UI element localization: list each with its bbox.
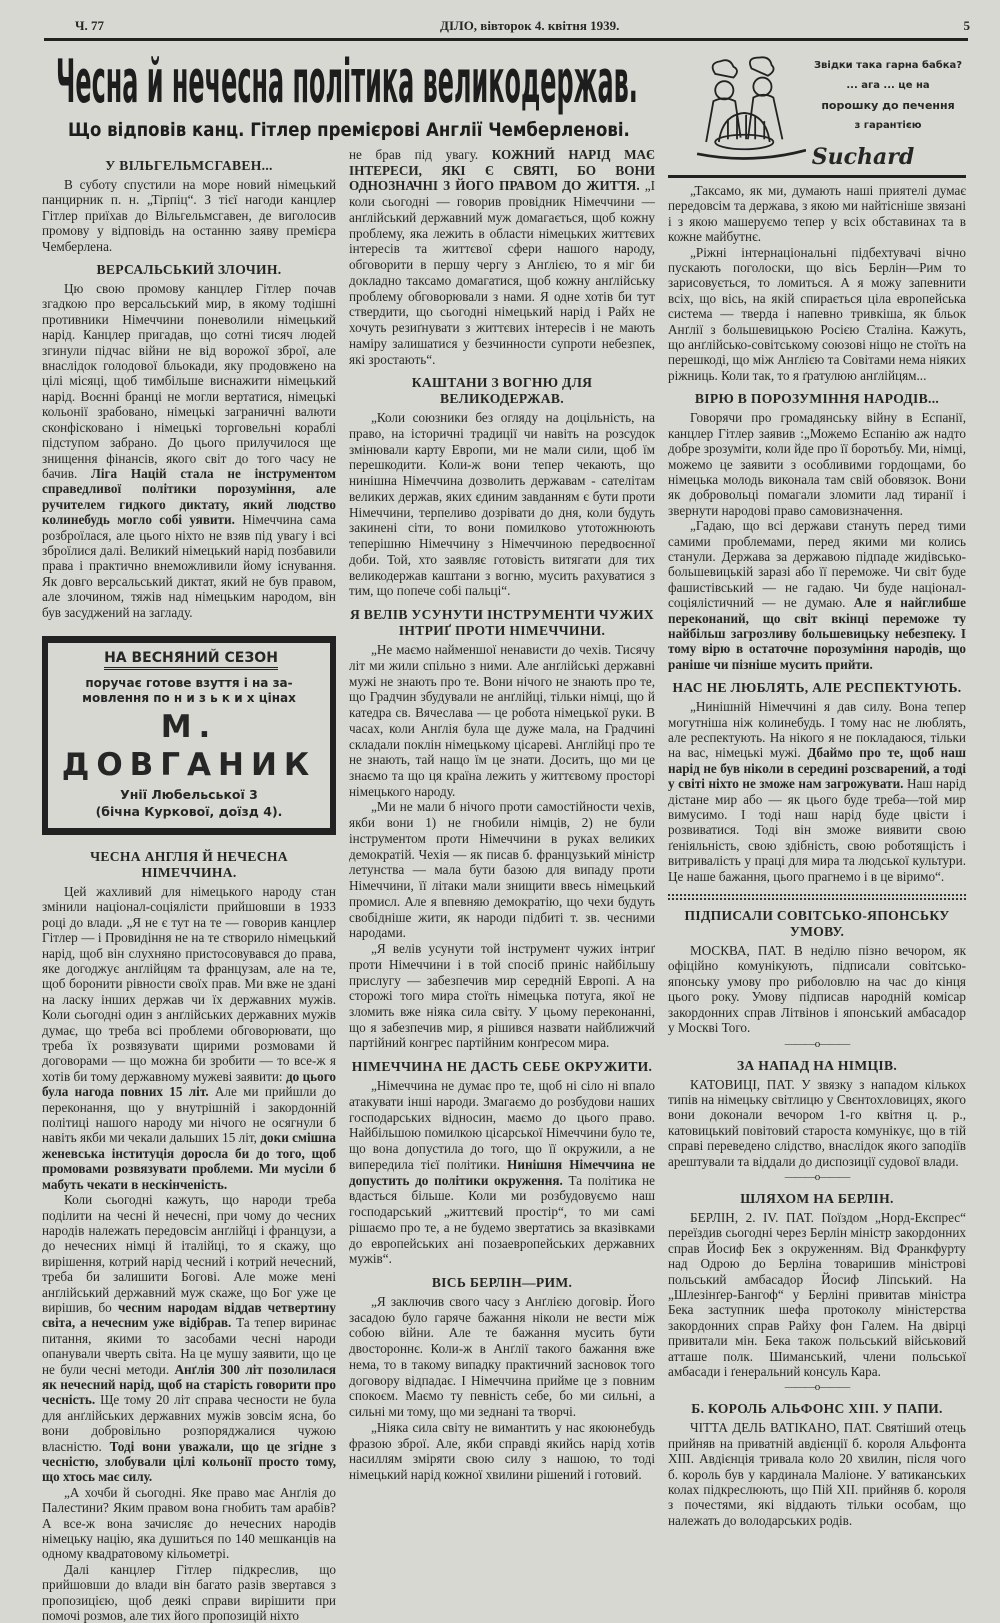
article-paragraph [668, 518, 966, 672]
article-paragraph [668, 1420, 966, 1528]
article-paragraph [349, 1294, 655, 1420]
dovhanyk-shoe-advertisement [42, 636, 336, 835]
article-paragraph [349, 410, 655, 599]
paragraph-text: „Ніяка сила світу не вимантить у нас якоюнебудь фразою зброї. Але, якби справді якийсь нарід хотів насиллям зміряти свою силу з нашою, то тоді німецький нарід кожної хвилини рішений і готовий. [349, 1419, 655, 1483]
emphasized-text: Дбаймо про те, щоб наш нарід не був ніколи в середині розсварений, а тоді у світі ніхто не зможе нам загрожувати. [668, 745, 966, 792]
emphasized-text: Але я найглибше переконаний, що світ вкінці переможе ту найбільш загрозливу большевицьку небезпеку. І тому вірю в остаточне порозуміння народів, що раніше чи пізніше мусить прийти. [668, 595, 966, 672]
section-heading: КАШТАНИ З ВОГНЮ ДЛЯ ВЕЛИКОДЕРЖАВ. [411, 375, 593, 407]
section-heading: Я ВЕЛІВ УСУНУТИ ІНСТРУМЕНТИ ЧУЖИХ ІНТРИҐ ПРОТИ НІМЕЧЧИНИ. [349, 607, 655, 639]
paragraph-text: „Таксамо, як ми, думають наші приятелі думає передовсім та держава, з якою ми найтісніше звязані і з якою машеруємо тепер у всіх обставинах та в кожне майбутнє. [668, 183, 966, 245]
slogan-line: з гарантією [854, 120, 922, 131]
ornamental-divider [668, 894, 966, 900]
paragraph-text: Німеччина сама розброїлася, але цього ніхто не взяв під увагу і всі зброїлися далі. Великий німецький нарід позбавили права і практично внеможливили йому існування. Як довго версальський диктат, який не був правом, але злочином, тяжів над німецьким народом, він був засуджений на загладу. [42, 512, 336, 620]
article-paragraph [42, 1485, 336, 1562]
emphasized-text: Тоді вони уважали, що це згідне з чесністю, злобували цілі кольонії просто тому, що хтось має силу. [42, 1438, 336, 1485]
emphasized-text: чесним народам віддав четвертину світа, а нечесним уже відібрав. [42, 1299, 336, 1331]
paragraph-text: „Не маємо найменшої ненависти до чехів. Тисячу літ ми жили спільно з ними. Але анґлійські державні мужі не знають про те. Вони нічого не знають про те, що Градчин збудували не анґлійці, тільки німці, що й катедра св. Вячеслава — це робота німецької руки. В часах, коли Анґлія була ще дуже мала, на Градчині складали поклін німецькому цісареві. Анґлійці про те не знають, тай нащо їм це знати. Досить, що ми це знаємо та що ця країна лежить у життєвому просторі німецького народу. [349, 642, 655, 799]
paragraph-text: „Гадаю, що всі держави стануть перед тими самими проблемами, перед якими ми колись станули. Держава за державою підпаде жидівсько-большевицькій заразі або її переможе. Чи світ буде фашистівський — не гадаю. Чи буде націонал-соціялістичний — не думаю. [668, 518, 966, 611]
emphasized-text: до цього була нагода повних 15 літ. [42, 1068, 336, 1100]
slogan-line: ... ага ... це на [846, 80, 930, 91]
paragraph-text: „Я заключив свого часу з Анґлією договір. Його засадою було гаряче бажання ніколи не вести між собою війни. Але те бажання мусить бути двостороннє. Коли-ж в Анґлії такого бажання вже нема, то в такому випадку практичний засновок того договору відпадає. І Німеччина прийме це з повним спокоєм. Маємо ту певність себе, бо ми сильні, а сильні ми тому, що ми зеднані та творчі. [349, 1294, 655, 1420]
paragraph-text: Говорячи про громадянську війну в Еспанії, канцлер Гітлер заявив :„Можемо Еспанію аж надто добре зрозуміти, коли йде про її боротьбу. Ми, німці, можемо це заявити з особливими гордощами, бо німецька молодь виконала там свій обовязок. Вони як добровольці помагали зломити лад тиранії і звернути народові право самовизначення. [668, 410, 966, 518]
paragraph-text: „Німеччина не думає про те, щоб ні сіло ні впало атакувати інші народи. Змагаємо до розбудови наших господарських відносин, маємо до цього право. Найбільшою помилкою цісарської Німеччини було те, що вона допустила до того, що її окружили, а не випередила тієї політики. [349, 1078, 655, 1172]
paragraph-text: Далі канцлер Гітлер підкреслив, що прийшовши до влади він багато разів звертався з пропозицією, щоб деякі справи вирішити при помочі розмов, але тих його пропозицій ніхто [42, 1561, 336, 1623]
article-paragraph [349, 147, 655, 367]
article-paragraph [42, 1562, 336, 1623]
paragraph-text: БЕРЛІН, 2. IV. ПАТ. Поїздом „Норд-Експрес“ переїздив сьогодні через Берлін міністр закордонних справ Йосиф Бек з окруженням. Від Франкфурту над Одрою до Берліна товаришив міністрові польський амбасадор Йосиф Ліпський. На „Шлезінґер-Бангоф“ у Берліні привитав міністра Бека заступник шефа протоколу міністерства закордонних справ Райху фон Галем. На двірці привитали мін. Бека також польський військовий атташе полк. Шиманський, члени польської амбасади і ґенеральний консуль Кара. [668, 1209, 966, 1379]
paragraph-text: „Коли союзники без огляду на доцільність, на право, на історичні традиції чи навіть на розсудок змінювали карту Европи, ми не мали сили, щоб їм перешкодити. Коли-ж вони тепер чекають, що нинішна Німеччина дозволить державам - сателітам великих держав, яких єдиним завданням є бути проти Німеччини, терпеливо дозрівати до дня, коли будуть закинені сіти, то вони помилково утотожнюють теперішню Німеччину з Німеччиною передвоєнної доби. Той, хто заявляє готовість витягати для тих великодержав каштани з вогню, мусить рахуватися з тим, що попече собі пальці“. [349, 410, 655, 599]
suchard-advertisement [688, 50, 968, 178]
ad-name: М. ДОВГАНИК [61, 708, 317, 783]
paragraph-text: Але ми прийшли до переконання, що у внутрішній і закордонній політиці нашого народу ми нічого не осягнули б навіть якби ми чекали дальших 15 літ, [42, 1084, 336, 1146]
paragraph-text: Та політика не вдасться більше. Коли ми розбудовуємо наш господарський „життєвий простір“, то ми самі рішаємо про те, а не будемо звертатись за вказівками до европейських ані позаевропейських державних мужів“. [349, 1172, 655, 1267]
article-paragraph [42, 177, 336, 254]
header-rule [44, 38, 968, 41]
article-paragraph [668, 1210, 966, 1379]
paragraph-text: „А хочби й сьогодні. Яке право має Анґлія до Палестини? Яким правом вона гнобить там арабів? А все-ж вона зачисляє до нечесних народів німецьку націю, яка душиться по 140 мешканців на одному квадратовому кільометрі. [42, 1484, 336, 1562]
section-heading: НАС НЕ ЛЮБЛЯТЬ, АЛЕ РЕСПЕКТУЮТЬ. [672, 680, 962, 696]
paragraph-text: МОСКВА, ПАТ. В неділю пізно вечором, як офіційно комунікують, підписали совітсько-японську умову про риболовлю на час до кінця цього року. Умову підписав народній комісар закордонних справ Літвінов і японський амбасадор у Москві Того. [668, 943, 966, 1036]
article-paragraph [349, 1420, 655, 1483]
slogan-line: порошку до печення [821, 99, 955, 112]
paragraph-text: не брав під увагу. [349, 147, 492, 162]
paragraph-text: Наш нарід дістане мир або — як цього буде треба—той мир вимусимо. І тоді наш нарід буде цвісти і розвиватися. Тоді він зможе виявити свою ґеніяльність, свою здібність, свою роботящість і витривалість у праці для мира та людської культури. Це наше бажання, цього прагнемо і в це віримо“. [668, 776, 966, 884]
ad-rule [668, 175, 966, 178]
paragraph-text: „Ріжні інтернаціональні підбехтувачі вічно пускають поголоски, що вісь Берлін—Рим то зарисовується, то ломиться. А я можу запевнити всіх, що вісь, на якій спирається ціла европейська система — тверда і напевно тривкіша, як бльок Анґлії з большевицькою Росією Сталіна. Кажуть, що анґлійсько-совітському союзові ніщо не стоїть на перешкоді, що між Анґлією та Совітами нема ніяких ріжниць. Коли так, то я ґратулюю анґлійцям... [668, 244, 966, 383]
paragraph-text: Та тепер виринає питання, якими то засобами чесні народи опанували чверть світа. На це мушу заявити, що це не були чесні методи. [42, 1315, 336, 1377]
ad-offer2: мовлення по н и з ь к и х цінах [82, 690, 296, 705]
paragraph-text: В суботу спустили на море новий німецький панцирник п. н. „Тірпіц“. З тієї нагоди канцлер Гітлер приїхав до Вільгельмсгавен, де виголосив промову у відповідь на останню заяву премієра Чемберлена. [42, 177, 336, 254]
section-divider: ———o——— [784, 1037, 850, 1050]
suchard-slogan [808, 56, 968, 136]
ad-offer1: поручає готове взуття і на за- [85, 675, 293, 690]
subtitle: Що відповів канц. Гітлер премієрові Англії Чемберленові. [68, 119, 630, 141]
headline: Чесна й нечесна політика великодержав. [56, 47, 638, 117]
section-heading: ЗА НАПАД НА НІМЦІВ. [736, 1057, 898, 1073]
issue-number: Ч. 77 [75, 18, 105, 33]
article-paragraph [668, 699, 966, 884]
paragraph-text: Коли сьогодні кажуть, що народи треба поділити на чесні й нечесні, при чому до чесних народів належать передовсім анґлійці і французи, а до нечесних німці й італійці, то я скажу, що вирішення, котрий нарід чесний і котрий нечесний, треба би залишити Богові. Але може мені анґлійський державний муж скаже, що Бог уже це вирішив, бо [42, 1192, 336, 1315]
bakers-illustration-icon [688, 50, 806, 175]
article-paragraph [668, 245, 966, 384]
page-number: 5 [963, 18, 970, 33]
section-heading: ВЕРСАЛЬСЬКИЙ ЗЛОЧИН. [96, 262, 282, 278]
article-paragraph [668, 410, 966, 518]
section-heading: Б. КОРОЛЬ АЛЬФОНС XIII. У ПАПИ. [691, 1401, 943, 1417]
section-heading: ВІСЬ БЕРЛІН—РИМ. [431, 1275, 573, 1290]
article-paragraph [668, 183, 966, 245]
section-heading: У ВІЛЬГЕЛЬМСГАВЕН... [105, 158, 273, 173]
article-paragraph [349, 642, 655, 799]
column-3 [668, 183, 966, 1528]
paragraph-text: „Ми не мали б нічого проти самостійности чехів, якби вони 1) не гнобили німців, 2) не були інструментом проти Німеччини в руках великих демократій. Чехія — як писав б. французький міністр летунства — мала бути базою для випаду проти Німеччини, її літаки мали знищити ввесь німецький промисл. Але я впевняю демократію, що чехи будуть свобідніше жити, як народи підбиті т. зв. чесними народами. [349, 799, 655, 941]
paragraph-text: „Я велів усунути той інструмент чужих інтриґ проти Німеччини і в той спосіб приніс найбільшу прислугу — забезпечив мир середній Европі. А на сторожі того мира стоїть німецька потуга, якої не зломить вже ніяка сила світу. У цьому переконанні, що я забезпечив мир, я рішився назвати найближчий партійний конгрес партійним конґресом мира. [349, 941, 655, 1051]
paragraph-text: „Нинішній Німеччині я дав силу. Вона тепер могутніша ніж колинебудь. І тому нас не люблять, але респектують. На нікого я не покладаюся, тільки на вас, німецькі мужі. [668, 699, 966, 761]
emphasized-text: Ліга Націй стала не інструментом справедливої політики порозуміння, але ручителем гидкого диктату, який людство колинебудь могло собі уявити. [42, 465, 337, 528]
slogan-line: Звідки така гарна бабка? [813, 60, 963, 71]
article-paragraph [668, 943, 966, 1035]
emphasized-text: КОЖНИЙ НАРІД МАЄ ІНТЕРЕСИ, ЯКІ Є СВЯТІ, БО ВОНИ ОДНОЗНАЧНІ З ЙОГО ПРАВОМ ДО ЖИТТЯ. [349, 147, 655, 194]
paragraph-text: КАТОВИЦІ, ПАТ. У звязку з нападом кількох типів на німецьку світлицю у Свєнтохловицях, якого вони доконали вечором 1-го квітня ц. р., катовицький повітовий староста комунікує, що в тій справі переведено слідство, внаслідок якого заподіїв арештували та віддали до диспозиції судової влади. [668, 1076, 966, 1169]
article-paragraph [349, 1078, 655, 1267]
section-heading: ВІРЮ В ПОРОЗУМІННЯ НАРОДІВ... [694, 391, 940, 407]
section-heading: ШЛЯХОМ НА БЕРЛІН. [740, 1190, 894, 1206]
column-2 [349, 147, 655, 1483]
section-heading: НІМЕЧЧИНА НЕ ДАСТЬ СЕБЕ ОКРУЖИТИ. [351, 1059, 653, 1075]
paragraph-text: „І коли сьогодні — говорив провідник Німеччини — анґлійський державний муж домагається, щоб кожну проблему, яка лежить в области німецьких життєвих інтересів та життєвої сфери нашого народу, обговорити в першу чергу з Анґлією, то я міг би докладно таксамо домагатися, щоб кожну анґлійську проблему обговорювали з нами. Я одне хотів би тут ствердити, що сьогодні німецький нарід і Райх не хочуть резиґнувати з життєвих інтересів і не мають наміру залишатися у безчинности супроти небезпек, які зростають“. [349, 178, 655, 367]
ad-season: НА ВЕСНЯНИЙ СЕЗОН [104, 649, 278, 670]
page-header [40, 18, 970, 36]
section-heading: ПІДПИСАЛИ СОВІТСЬКО-ЯПОНСЬКУ УМОВУ. [684, 908, 950, 940]
ad-address: Унії Любельської 3 [120, 786, 258, 802]
suchard-logo: Suchard [811, 144, 915, 170]
article-paragraph [668, 1077, 966, 1169]
paragraph-text: Цей жахливий для німецького народу стан змінили націонал-соціялісти прийшовши в 1933 році до влади. „Я не є тут на те — говорив канцлер Гітлер — і Провидіння не на те створило німецький нарід, щоб він слухняно пристосовувався до права, яке догоджує анґлійцям та французам, але на те, щоб боронити рівности своїх прав. Ми вже не здані на ласку інших держав чи їх державних мужів. Коли сьогодні один з анґлійських державних мужів думає, що треба всі проблеми обговорювати, що треба їх розвязувати щирими розмовами й договорами — що можна би зробити — то все-ж я хотів би тому державному мужеві заявити: [42, 883, 336, 1084]
section-heading: ЧЕСНА АНГЛІЯ Й НЕЧЕСНА НІМЕЧЧИНА. [90, 848, 288, 880]
article-paragraph [42, 281, 336, 620]
paragraph-text: Цю свою промову канцлер Гітлер почав згадкою про версальський мир, в якому тодішні противники Німеччини поневолили німецький нарід. Канцлер пригадав, що сотні тисяч людей згинули підчас війни не від ворожої зброї, але внаслідок голодової бльокади, яку продовжено на цілі місяці, щоб тимбільше виснажити німецький нарід. Воєнні бранці не могли вертатися, німецькі кольонії зрабовано, німецькі заграничні валюти сконфісковано і німецькі торговельні кораблі підступом забрано. До цього прилучилося ще знищення фінансів, якого світ до того часу не бачив. [42, 281, 336, 481]
article-paragraph [42, 884, 336, 1192]
paragraph-text: ЧІТТА ДЕЛЬ ВАТІКАНО, ПАТ. Святіший отець прийняв на приватній авдієнції б. короля Альфонта XIII. Авдієнція тривала коло 20 хвилин, після чого б. король був у кардинала Маліоне. У ватиканських колах підкреслюють, що Пій XII. прийняв б. короля з почестями, які віддають тільки особам, що належать до володарських родів. [668, 1420, 966, 1528]
article-paragraph [42, 1192, 336, 1485]
article-paragraph [349, 941, 655, 1051]
section-divider: ———o——— [784, 1170, 850, 1183]
paragraph-text: Ще тому 20 літ справа чесности не була для анґлійських державних мужів зовсім ясна, бо вони добровільно розпоряджалися чужою власністю. [42, 1392, 336, 1454]
emphasized-text: Нинішня Німеччина не допустить до політики окруження. [349, 1156, 655, 1188]
masthead-date: ДІЛО, вівторок 4. квітня 1939. [440, 18, 620, 33]
ad-address2: (бічна Куркової, доїзд 4). [95, 803, 283, 819]
column-1 [42, 150, 336, 1623]
section-divider: ———o——— [784, 1381, 850, 1394]
emphasized-text: Анґлія 300 літ позолилася як нечесний нарід, щоб на старість говорити про чесність. [42, 1361, 336, 1408]
article-paragraph [349, 799, 655, 941]
emphasized-text: доки смішна женевська інституція доросла би до того, щоб промовами розвязувати проблеми. Ми мусіли б мабуть чекати в нескінченість. [42, 1130, 336, 1192]
